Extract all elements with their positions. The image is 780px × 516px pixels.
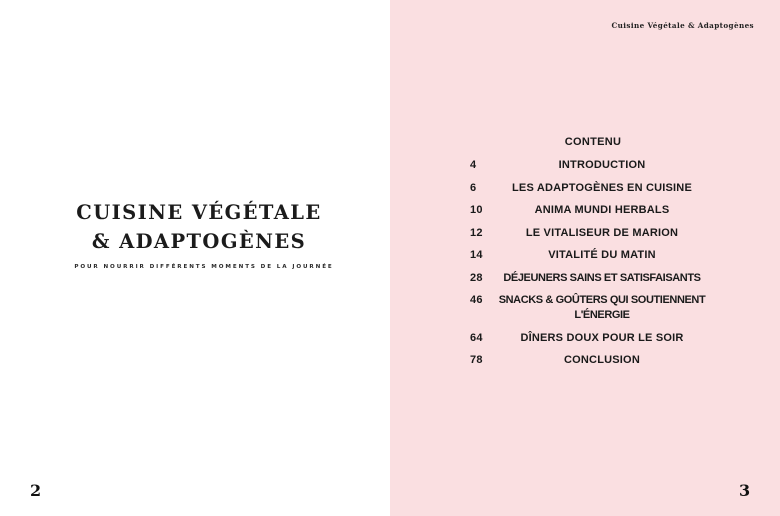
toc-title: DÉJEUNERS SAINS ET SATISFAISANTS [503,271,701,284]
toc-page-number: 78 [470,354,483,366]
toc-page-number: 6 [470,181,477,194]
toc-page-number: 10 [470,204,483,216]
toc-entry-adaptogenes[interactable] [470,181,710,196]
table-of-contents [470,158,710,376]
toc-page-number: 14 [470,249,483,261]
toc-entry-vitalite-matin[interactable] [470,248,710,263]
toc-entry-vitaliseur[interactable] [470,226,710,241]
toc-page-number: 4 [470,159,477,171]
book-title-line-1: CUISINE VÉGÉTALE [76,201,322,224]
toc-entry-dejeuners[interactable] [470,271,710,286]
toc-page-number: 28 [470,271,483,284]
page-number-right: 3 [739,481,751,500]
toc-title: SNACKS & GOÛTERS QUI SOUTIENNENT L'ÉNERGIE [498,294,706,321]
toc-title: LE VITALISEUR DE MARION [525,226,679,239]
toc-title: VITALITÉ DU MATIN [548,249,656,261]
right-page [390,0,780,516]
toc-title: INTRODUCTION [558,159,646,171]
book-title-line-2: & ADAPTOGÈNES [91,230,307,253]
book-title [0,198,398,256]
page-number-left: 2 [30,481,42,500]
toc-entry-conclusion[interactable] [470,353,710,368]
book-subtitle: POUR NOURRIR DIFFÉRENTS MOMENTS DE LA JOURNÉE [74,264,334,270]
toc-title: ANIMA MUNDI HERBALS [534,204,670,216]
toc-page-number: 64 [470,331,483,344]
toc-entry-anima-mundi[interactable] [470,203,710,218]
toc-heading: CONTENU [564,136,622,148]
toc-entry-introduction[interactable] [470,158,710,173]
toc-entry-snacks[interactable] [470,293,710,323]
toc-page-number: 12 [470,226,483,239]
running-header: Cuisine Végétale & Adaptogènes [611,21,754,30]
toc-entry-diners[interactable] [470,331,710,346]
toc-page-number: 46 [470,294,483,306]
toc-title: LES ADAPTOGÈNES EN CUISINE [511,181,692,194]
toc-title: DÎNERS DOUX POUR LE SOIR [520,331,684,344]
toc-title: CONCLUSION [564,354,640,366]
